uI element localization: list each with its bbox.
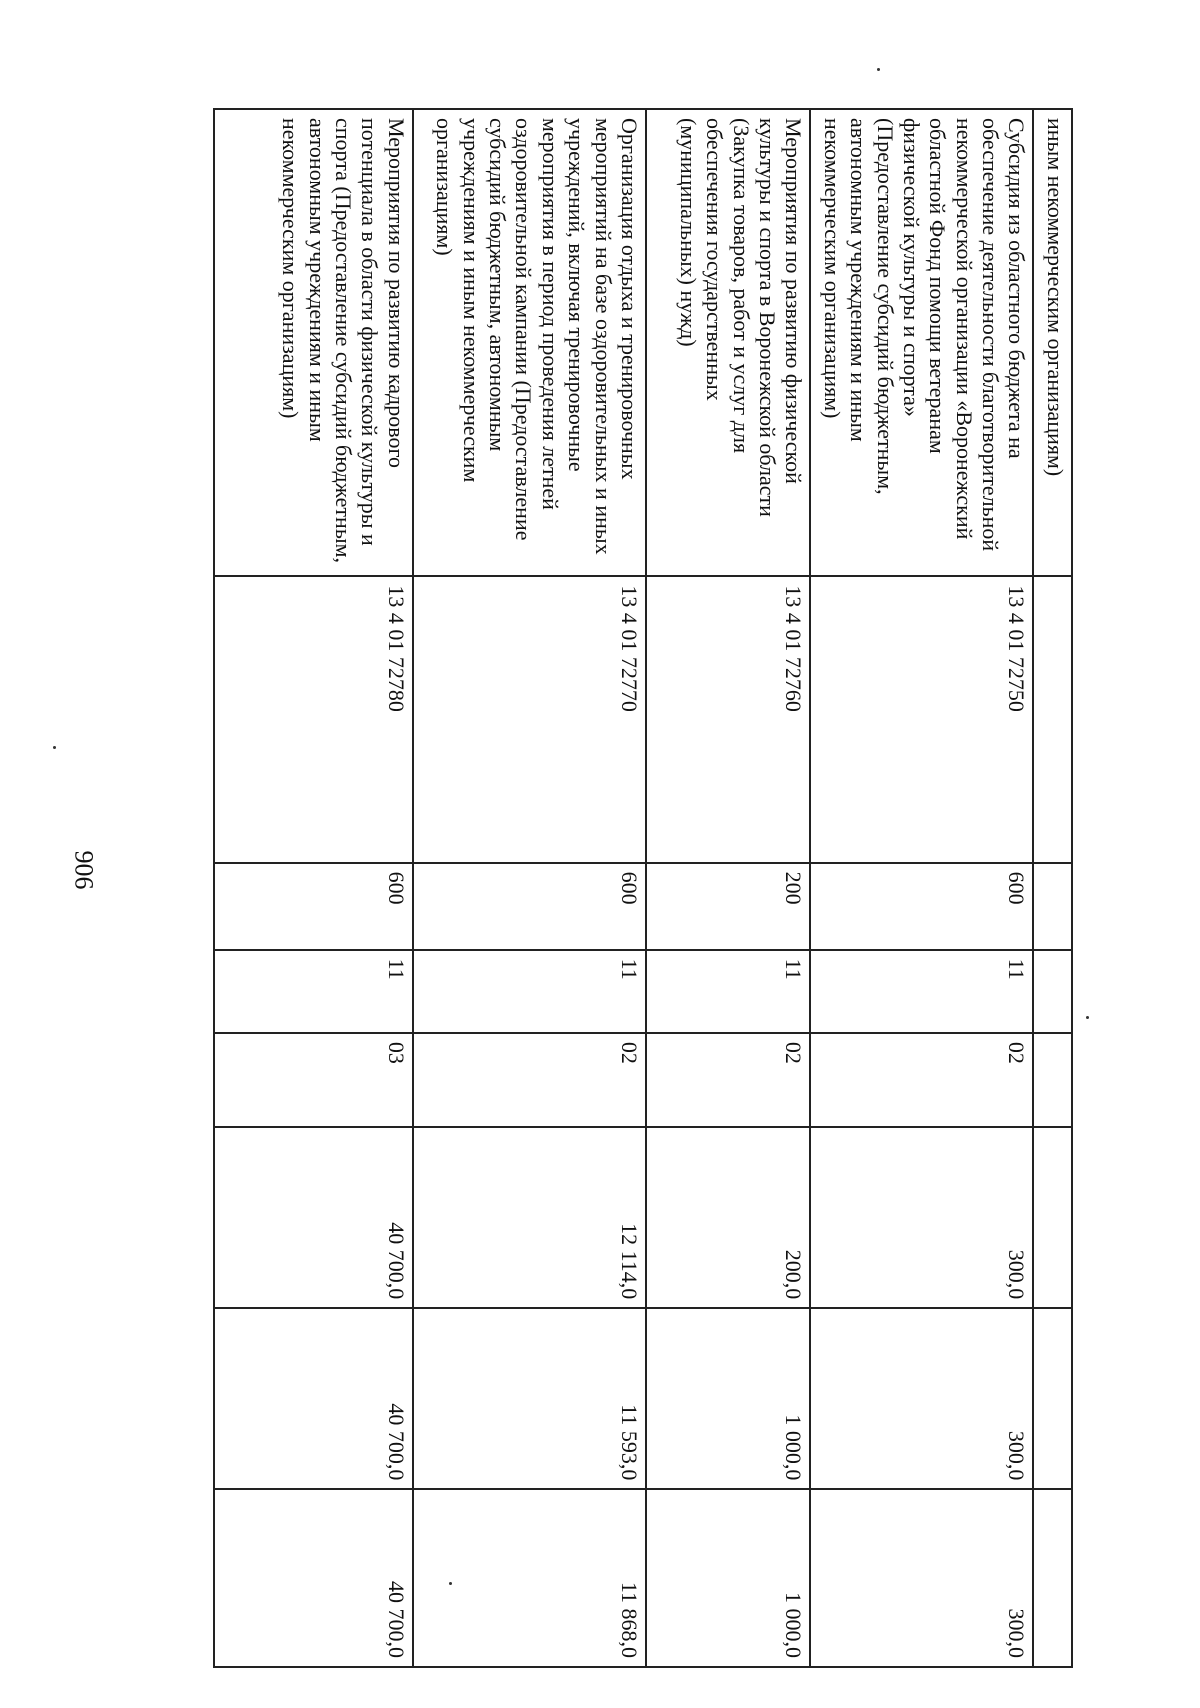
empty-cell [1033, 950, 1072, 1033]
table-row [214, 109, 413, 1667]
empty-cell [1033, 1308, 1072, 1489]
scan-speck [53, 746, 56, 749]
expense-type: 600 [214, 863, 413, 950]
amount-year-3: 11 868,0 [413, 1489, 646, 1667]
expense-type: 600 [810, 863, 1033, 950]
amount-year-2: 40 700,0 [214, 1308, 413, 1489]
empty-cell [1033, 1127, 1072, 1308]
row-description: Организация отдыха и тренировочных мероприятий на базе оздоровительных и иных учреждений, включая тренировочные мероприятия в период проведения летней оздоровительной кампании (Предоставление субсидий бюджетным, автономным учреждениям и иным некоммерческим организациям) [413, 109, 646, 576]
page-number: 906 [69, 850, 99, 890]
amount-year-2: 11 593,0 [413, 1308, 646, 1489]
budget-table [213, 108, 1073, 1668]
scan-speck [449, 1582, 452, 1585]
description-fragment: иным некоммерческим организациям) [1033, 109, 1072, 576]
scan-speck [877, 68, 880, 71]
subsection-code: 02 [646, 1033, 810, 1127]
table-row [810, 109, 1033, 1667]
amount-year-2: 300,0 [810, 1308, 1033, 1489]
table-row-fragment [1033, 109, 1072, 1667]
empty-cell [1033, 1033, 1072, 1127]
subsection-code: 03 [214, 1033, 413, 1127]
rotated-table-container [213, 108, 1073, 1668]
expense-type: 600 [413, 863, 646, 950]
row-description: Мероприятия по развитию кадрового потенциала в области физической культуры и спорта (Предоставление субсидий бюджетным, автономным учреждениям и иным некоммерческим организациям) [214, 109, 413, 576]
table-row [413, 109, 646, 1667]
amount-year-1: 200,0 [646, 1127, 810, 1308]
amount-year-1: 12 114,0 [413, 1127, 646, 1308]
empty-cell [1033, 863, 1072, 950]
subsection-code: 02 [413, 1033, 646, 1127]
expense-type: 200 [646, 863, 810, 950]
subsection-code: 02 [810, 1033, 1033, 1127]
section-code: 11 [214, 950, 413, 1033]
section-code: 11 [413, 950, 646, 1033]
row-description: Субсидия из областного бюджета на обеспечение деятельности благотворительной некоммерческой организации «Воронежский областной Фонд помощи ветеранам физической культуры и спорта» (Предоставление субсидий бюджетным, автономным учреждениям и иным некоммерческим организациям) [810, 109, 1033, 576]
section-code: 11 [646, 950, 810, 1033]
amount-year-3: 300,0 [810, 1489, 1033, 1667]
target-code: 13 4 01 72760 [646, 576, 810, 862]
amount-year-3: 1 000,0 [646, 1489, 810, 1667]
empty-cell [1033, 1489, 1072, 1667]
amount-year-1: 40 700,0 [214, 1127, 413, 1308]
target-code: 13 4 01 72750 [810, 576, 1033, 862]
amount-year-2: 1 000,0 [646, 1308, 810, 1489]
table-row [646, 109, 810, 1667]
amount-year-1: 300,0 [810, 1127, 1033, 1308]
section-code: 11 [810, 950, 1033, 1033]
scan-speck [1086, 1016, 1089, 1019]
row-description: Мероприятия по развитию физической культуры и спорта в Воронежской области (Закупка товаров, работ и услуг для обеспечения государственных (муниципальных) нужд) [646, 109, 810, 576]
target-code: 13 4 01 72780 [214, 576, 413, 862]
amount-year-3: 40 700,0 [214, 1489, 413, 1667]
target-code: 13 4 01 72770 [413, 576, 646, 862]
empty-cell [1033, 576, 1072, 862]
